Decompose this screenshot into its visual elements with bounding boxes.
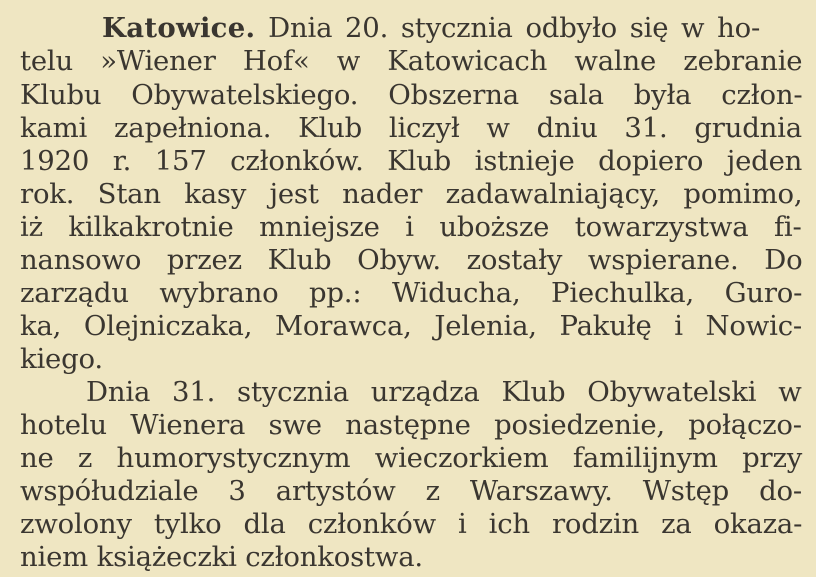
- article-line-15: współudziale 3 artystów z Warszawy. Wstęp do-: [20, 475, 802, 507]
- article-line-6: rok. Stan kasy jest nader zadawalniający, pomimo,: [20, 178, 803, 210]
- article-line-11: kiego.: [20, 343, 103, 375]
- article-line-4: kami zapełniona. Klub liczył w dniu 31. grudnia: [20, 112, 802, 144]
- article-line-7: iż kilkakrotnie mniejsze i uboższe towarzystwa fi-: [20, 211, 802, 243]
- article-line-9: zarządu wybrano pp.: Widucha, Piechulka, Guro-: [20, 277, 803, 309]
- article-line-1-text: Dnia 20. stycznia odbyło się w ho-: [255, 12, 761, 44]
- article-line-14: ne z humorystycznym wieczorkiem familijnym przy: [20, 442, 803, 474]
- article-line-13: hotelu Wienera swe następne posiedzenie, połączo-: [20, 409, 802, 441]
- article-line-2: telu »Wiener Hof« w Katowicach walne zebranie: [20, 45, 803, 77]
- article-line-17: niem książeczki członkostwa.: [20, 541, 423, 573]
- article-line-3: Klubu Obywatelskiego. Obszerna sala była człon-: [20, 79, 803, 111]
- article-line-1: [102, 12, 760, 44]
- article-line-8: nansowo przez Klub Obyw. zostały wspierane. Do: [20, 244, 803, 276]
- article-line-5: 1920 r. 157 członków. Klub istnieje dopiero jeden: [20, 145, 803, 177]
- article-dateline: Katowice.: [102, 12, 256, 44]
- article-line-16: zwolony tylko dla członków i ich rodzin za okaza-: [20, 508, 803, 540]
- article-line-12: Dnia 31. stycznia urządza Klub Obywatelski w: [86, 376, 802, 408]
- article-text: [0, 6, 816, 577]
- article-line-10: ka, Olejniczaka, Morawca, Jelenia, Pakułę i Nowic-: [20, 310, 802, 342]
